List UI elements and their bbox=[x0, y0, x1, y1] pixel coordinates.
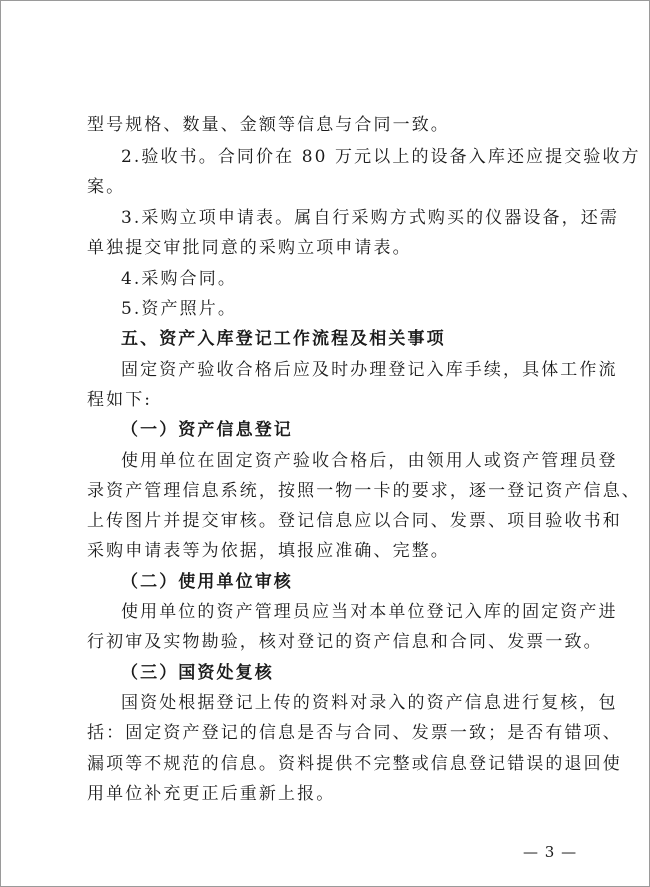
body-text-line: 型号规格、数量、金额等信息与合同一致。 bbox=[87, 115, 450, 135]
page-number: — 3 — bbox=[523, 843, 578, 861]
body-text-line: 固定资产验收合格后应及时办理登记入库手续，具体工作流 bbox=[121, 360, 618, 380]
body-text-line: 单独提交审批同意的采购立项申请表。 bbox=[87, 238, 412, 258]
list-item-asset-photos: 5.资产照片。 bbox=[121, 299, 237, 319]
body-text-line: 使用单位的资产管理员应当对本单位登记入库的固定资产进 bbox=[121, 602, 618, 622]
subsection-heading-asset-registration: （一）资产信息登记 bbox=[121, 420, 293, 440]
body-text-line: 采购申请表等为依据，填报应准确、完整。 bbox=[87, 541, 450, 561]
section-heading: 五、资产入库登记工作流程及相关事项 bbox=[121, 329, 446, 349]
body-text-line: 括：固定资产登记的信息是否与合同、发票一致；是否有错项、 bbox=[87, 723, 622, 743]
subsection-heading-unit-review: （二）使用单位审核 bbox=[121, 572, 293, 592]
body-text-line: 使用单位在固定资产验收合格后，由领用人或资产管理员登 bbox=[121, 451, 618, 471]
body-text-line: 行初审及实物勘验，核对登记的资产信息和合同、发票一致。 bbox=[87, 632, 603, 652]
subsection-heading-final-review: （三）国资处复核 bbox=[121, 663, 274, 683]
body-text-line: 用单位补充更正后重新上报。 bbox=[87, 784, 336, 804]
body-text-line: 程如下: bbox=[87, 390, 153, 410]
body-text-line: 漏项等不规范的信息。资料提供不完整或信息登记错误的退回使 bbox=[87, 754, 622, 774]
list-item-procurement-contract: 4.采购合同。 bbox=[121, 269, 237, 289]
body-text-line: 案。 bbox=[87, 177, 126, 197]
list-item-procurement-application: 3.采购立项申请表。属自行采购方式购买的仪器设备，还需 bbox=[121, 208, 619, 228]
list-item-acceptance-report: 2.验收书。合同价在 80 万元以上的设备入库还应提交验收方 bbox=[121, 147, 641, 167]
body-text-line: 上传图片并提交审核。登记信息应以合同、发票、项目验收书和 bbox=[87, 511, 622, 531]
body-text-line: 国资处根据登记上传的资料对录入的资产信息进行复核，包 bbox=[121, 693, 618, 713]
body-text-line: 录资产管理信息系统，按照一物一卡的要求，逐一登记资产信息、 bbox=[87, 481, 641, 501]
